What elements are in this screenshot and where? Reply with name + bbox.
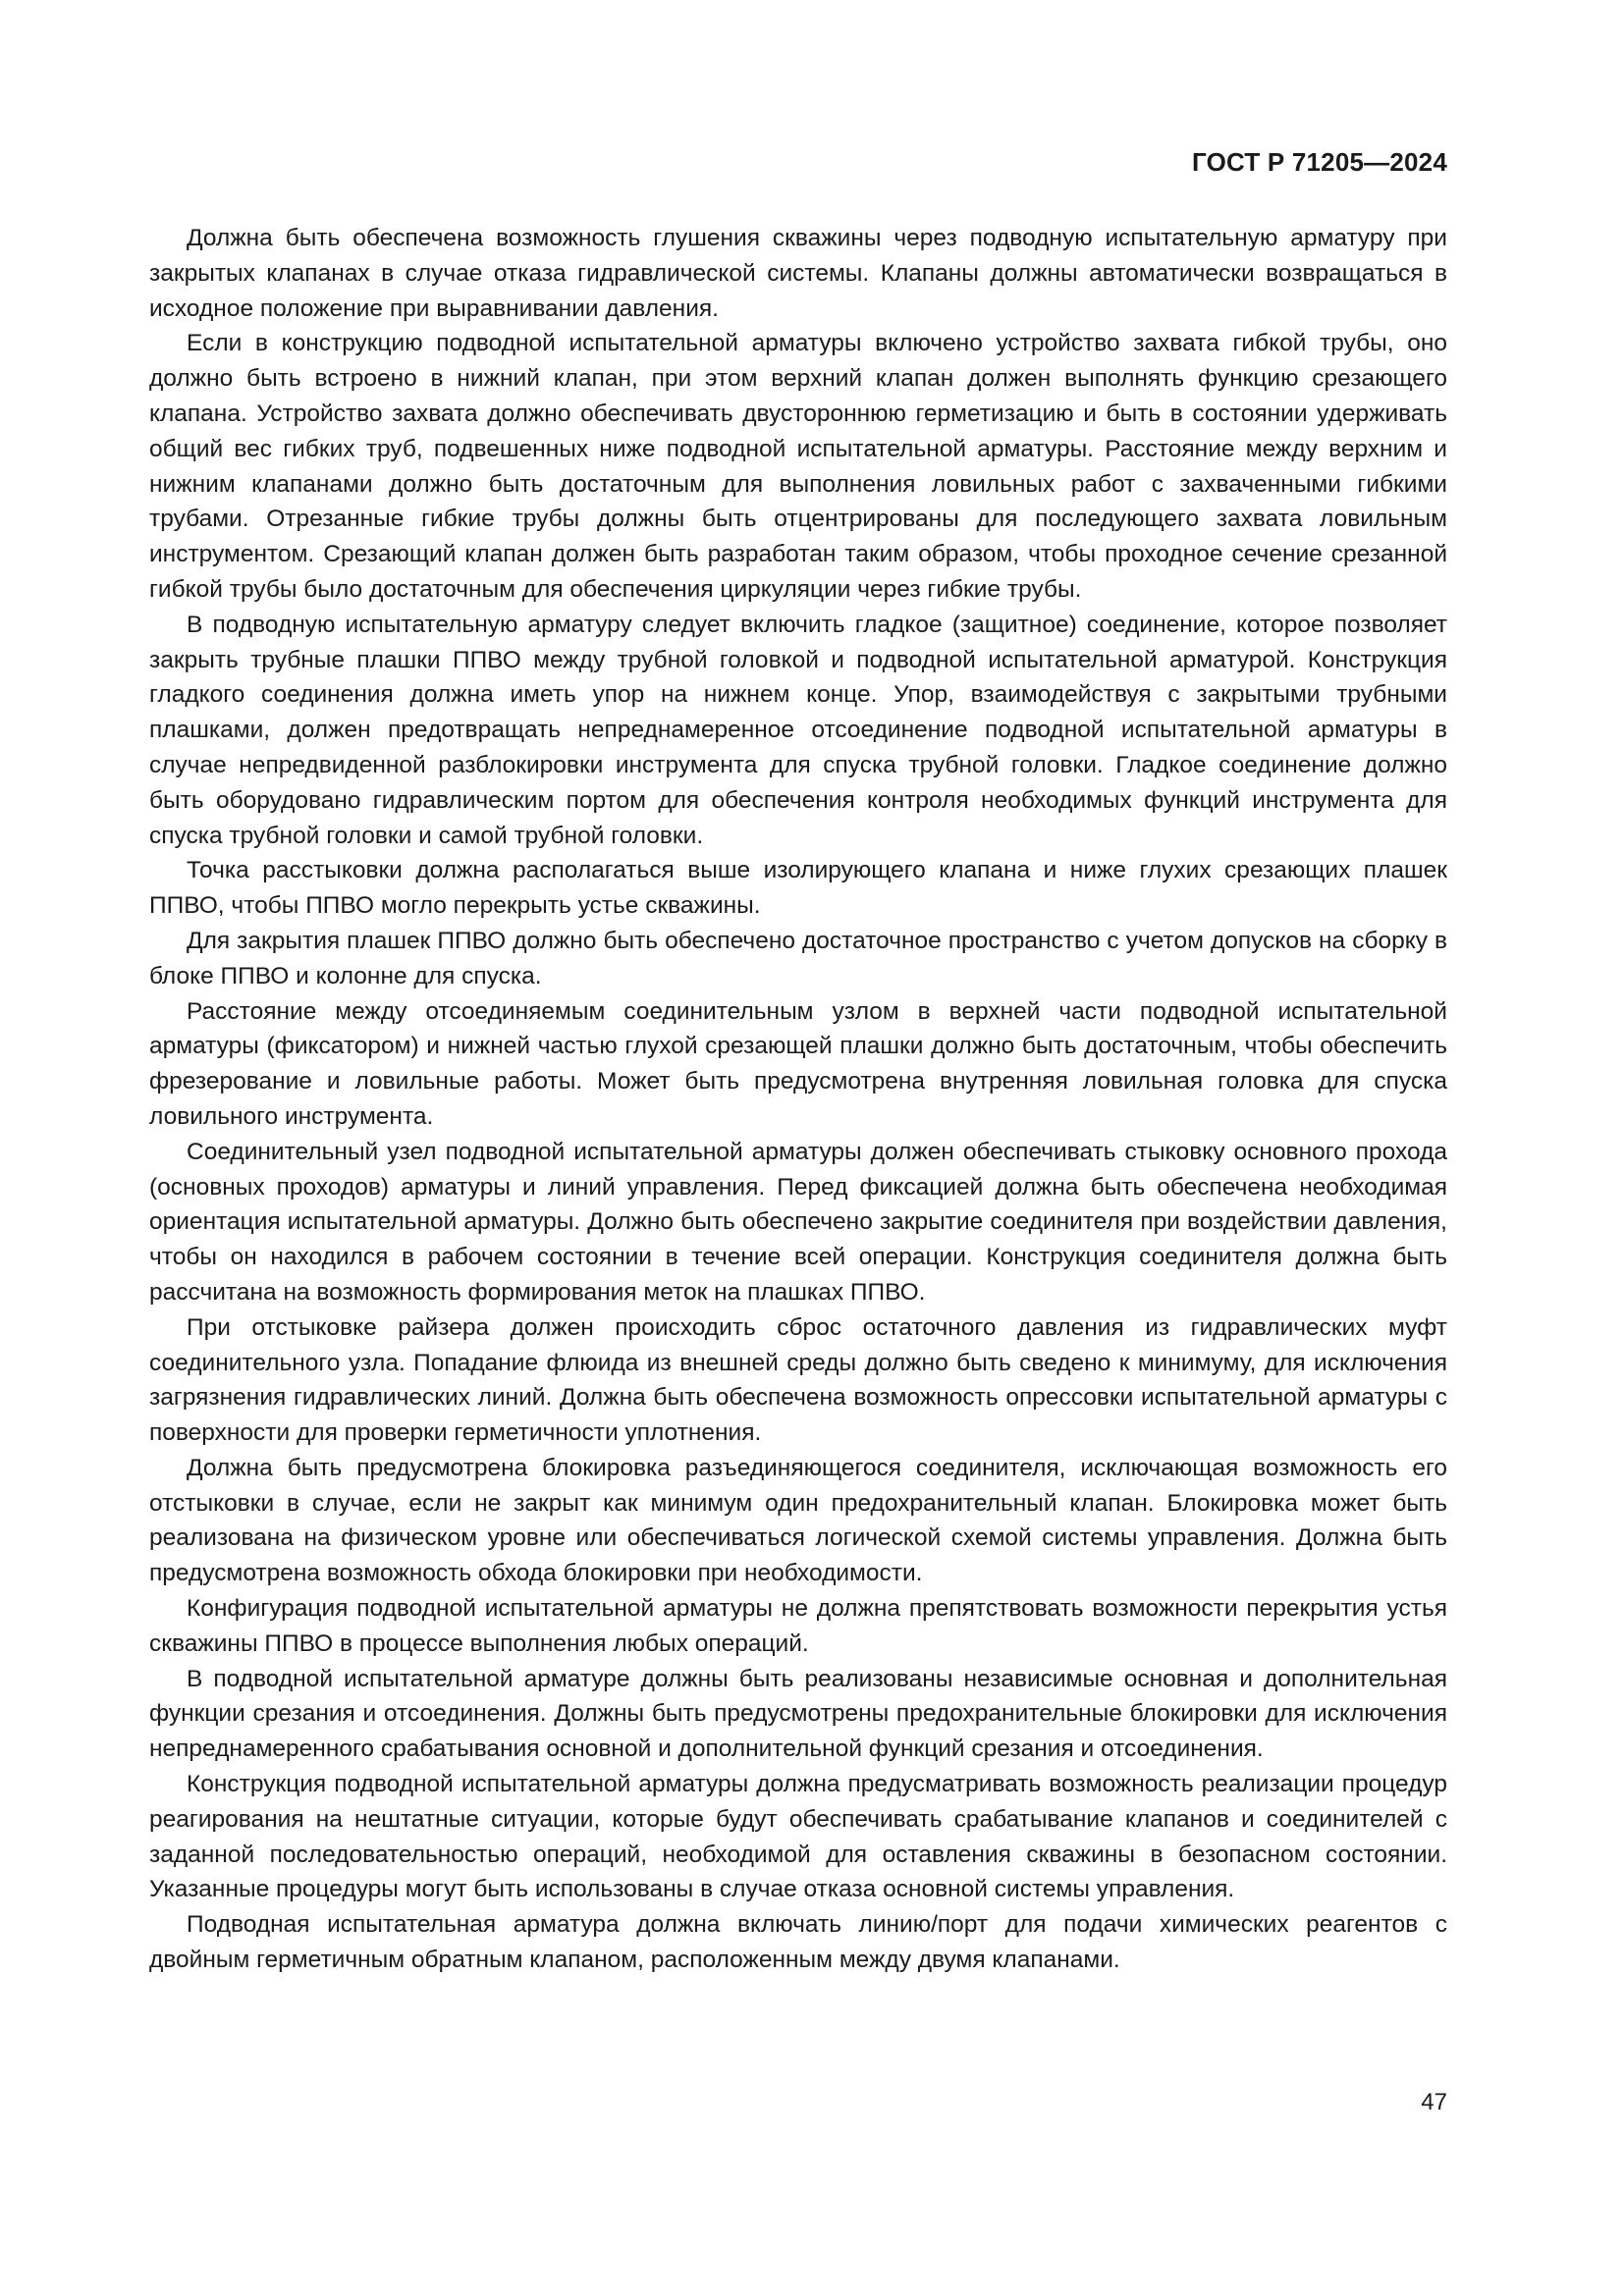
paragraph: Конструкция подводной испытательной арматуры должна предусматривать возможность реализации процедур реагирования на нештатные ситуации, которые будут обеспечивать срабатывание клапанов и соединителей с заданной последовательностью операций, необходимой для оставления скважины в безопасном состоянии. Указанные процедуры могут быть использованы в случае отказа основной системы управления.: [149, 1771, 1447, 1903]
page-number: 47: [1421, 2089, 1447, 2115]
paragraph: Должна быть обеспечена возможность глушения скважины через подводную испытательную арматуру при закрытых клапанах в случае отказа гидравлической системы. Клапаны должны автоматически возвращаться в исходное положение при выравнивании давления.: [149, 225, 1447, 322]
paragraph: Для закрытия плашек ППВО должно быть обеспечено достаточное пространство с учетом допусков на сборку в блоке ППВО и колонне для спуска.: [149, 927, 1447, 989]
paragraph: Если в конструкцию подводной испытательной арматуры включено устройство захвата гибкой трубы, оно должно быть встроено в нижний клапан, при этом верхний клапан должен выполнять функцию срезающего клапана. Устройство захвата должно обеспечивать двустороннюю герметизацию и быть в состоянии удерживать общий вес гибких труб, подвешенных ниже подводной испытательной арматуры. Расстояние между верхним и нижним клапанами должно быть достаточным для выполнения ловильных работ с захваченными гибкими трубами. Отрезанные гибкие трубы должны быть отцентрированы для последующего захвата ловильным инструментом. Срезающий клапан должен быть разработан таким образом, чтобы проходное сечение срезанной гибкой трубы было достаточным для обеспечения циркуляции через гибкие трубы.: [149, 330, 1447, 603]
paragraph: В подводной испытательной арматуре должны быть реализованы независимые основная и дополнительная функции срезания и отсоединения. Должны быть предусмотрены предохранительные блокировки для исключения непреднамеренного срабатывания основной и дополнительной функций срезания и отсоединения.: [149, 1665, 1447, 1763]
standard-id-header: ГОСТ Р 71205—2024: [1192, 147, 1447, 177]
paragraph: Расстояние между отсоединяемым соединительным узлом в верхней части подводной испытательной арматуры (фиксатором) и нижней частью глухой срезающей плашки должно быть достаточным, чтобы обеспечить фрезерование и ловильные работы. Может быть предусмотрена внутренняя ловильная головка для спуска ловильного инструмента.: [149, 997, 1447, 1130]
paragraph: Должна быть предусмотрена блокировка разъединяющегося соединителя, исключающая возможность его отстыковки в случае, если не закрыт как минимум один предохранительный клапан. Блокировка может быть реализована на физическом уровне или обеспечиваться логической схемой системы управления. Должна быть предусмотрена возможность обхода блокировки при необходимости.: [149, 1454, 1447, 1587]
paragraph: Подводная испытательная арматура должна включать линию/порт для подачи химических реагентов с двойным герметичным обратным клапаном, расположенным между двумя клапанами.: [149, 1911, 1447, 1974]
paragraph: Конфигурация подводной испытательной арматуры не должна препятствовать возможности перекрытия устья скважины ППВО в процессе выполнения любых операций.: [149, 1595, 1447, 1657]
paragraph: При отстыковке райзера должен происходить сброс остаточного давления из гидравлических муфт соединительного узла. Попадание флюида из внешней среды должно быть сведено к минимуму, для исключения загрязнения гидравлических линий. Должна быть обеспечена возможность опрессовки испытательной арматуры с поверхности для проверки герметичности уплотнения.: [149, 1313, 1447, 1447]
paragraph: Соединительный узел подводной испытательной арматуры должен обеспечивать стыковку основного прохода (основных проходов) арматуры и линий управления. Перед фиксацией должна быть обеспечена необходимая ориентация испытательной арматуры. Должно быть обеспечено закрытие соединителя при воздействии давления, чтобы он находился в рабочем состоянии в течение всей операции. Конструкция соединителя должна быть рассчитана на возможность формирования меток на плашках ППВО.: [149, 1138, 1447, 1306]
paragraph: В подводную испытательную арматуру следует включить гладкое (защитное) соединение, которое позволяет закрыть трубные плашки ППВО между трубной головкой и подводной испытательной арматурой. Конструкция гладкого соединения должна иметь упор на нижнем конце. Упор, взаимодействуя с закрытыми трубными плашками, должен предотвращать непреднамеренное отсоединение подводной испытательной арматуры в случае непредвиденной разблокировки инструмента для спуска трубной головки. Гладкое соединение должно быть оборудовано гидравлическим портом для обеспечения контроля необходимых функций инструмента для спуска трубной головки и самой трубной головки.: [149, 611, 1447, 849]
body-text: [149, 221, 1447, 1978]
paragraph: Точка расстыковки должна располагаться выше изолирующего клапана и ниже глухих срезающих плашек ППВО, чтобы ППВО могло перекрыть устье скважины.: [149, 857, 1447, 920]
